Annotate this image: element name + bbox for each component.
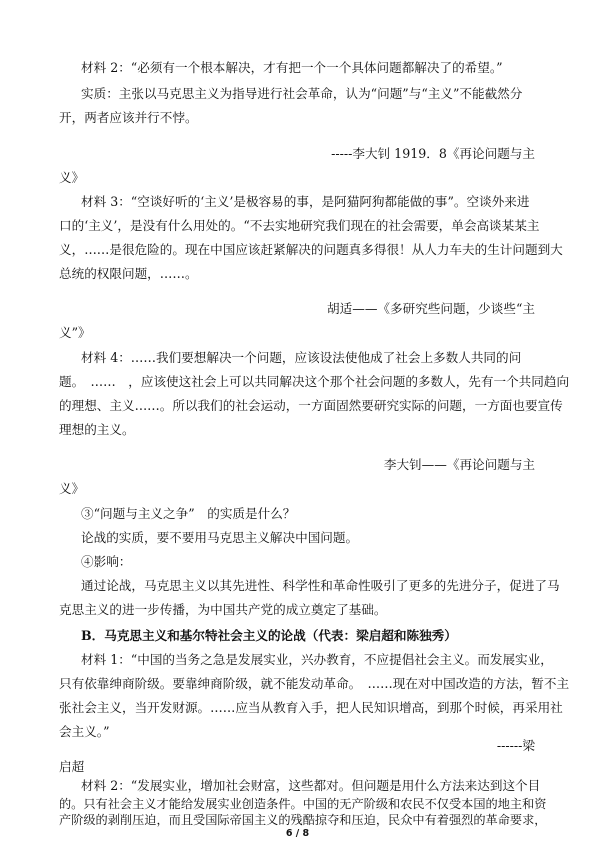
b-material-2-line-1: 材料 2：“发展实业，增加社会财富，这些都对。但问题是用什么方法来达到这个目 — [81, 778, 541, 793]
question-4-answer-line-2: 克思主义的进一步传播，为中国共产党的成立奠定了基础。 — [59, 602, 387, 617]
b-material-1-source: ------梁 — [496, 738, 535, 753]
material-2-essence-line-2: 开，两者应该并行不悖。 — [59, 110, 198, 125]
page-number: 6 / 8 — [285, 828, 310, 839]
material-3-line-2: 口的‘主义’，是没有什么用处的。“不去实地研究我们现在的社会需要，单会高谈某某主 — [59, 218, 540, 233]
material-2-source: -----李大钊 1919．8《再论问题与主 — [331, 146, 535, 161]
b-material-1-line-2: 只有依靠绅商阶级。要靠绅商阶级，就不能发动革命。 ……现在对中国改造的方法，暂不主 — [59, 676, 570, 691]
material-2-source-cont: 义》 — [59, 170, 85, 185]
b-material-1-source-cont: 启超 — [59, 759, 85, 774]
material-2-essence-line-1: 实质：主张以马克思主义为指导进行社会革命，认为“问题”与“主义”不能截然分 — [81, 86, 523, 101]
material-4-source: 李大钊——《再论问题与主 — [383, 457, 535, 472]
material-4-line-4: 理想的主义。 — [59, 422, 135, 437]
b-material-1-line-1: 材料 1：“中国的当务之急是发展实业，兴办教育，不应提倡社会主义。而发展实业， — [81, 652, 553, 667]
material-3-source: 胡适——《多研究些问题，少谈些“主 — [327, 301, 535, 316]
material-3-source-cont: 义”》 — [59, 325, 91, 340]
b-material-2-line-3: 产阶级的剥削压迫，而且受国际帝国主义的残酷掠夺和压迫，民众中有着强烈的革命要求， — [59, 813, 547, 827]
question-4-answer-line-1: 通过论战，马克思主义以其先进性、科学性和革命性吸引了更多的先进分子，促进了马 — [81, 578, 560, 593]
material-3-line-1: 材料 3：“空谈好听的‘主义’是极容易的事，是阿猫阿狗都能做的事”。空谈外来进 — [81, 194, 530, 209]
material-4-line-1: 材料 4：……我们要想解决一个问题，应该设法使他成了社会上多数人共同的问 — [81, 350, 522, 365]
section-b-heading: B．马克思主义和基尔特社会主义的论战（代表：梁启超和陈独秀） — [81, 628, 457, 643]
b-material-1-line-3: 张社会主义，当开发财源。……应当从教育入手，把人民知识增高，到那个时候，再采用社 — [59, 700, 563, 715]
b-material-1-line-4: 会主义。” — [59, 724, 110, 739]
question-4: ④影响： — [81, 554, 132, 569]
b-material-2-line-2: 的。只有社会主义才能给发展实业创造条件。中国的无产阶级和农民不仅受本国的地主和资 — [59, 797, 547, 811]
material-4-source-cont: 义》 — [59, 481, 85, 496]
material-3-line-4: 总统的权限问题，……。 — [59, 266, 198, 281]
material-4-line-3: 的理想、主义……。所以我们的社会运动，一方面固然要研究实际的问题，一方面也要宣传 — [59, 398, 563, 413]
material-3-line-3: 义，……是很危险的。现在中国应该赶紧解决的问题真多得很！从人力车夫的生计问题到大 — [59, 242, 563, 257]
question-3: ③“问题与主义之争” 的实质是什么？ — [81, 506, 296, 521]
material-4-line-2: 题。 …… ，应该使这社会上可以共同解决这个那个社会问题的多数人，先有一个共同趋向 — [59, 374, 570, 389]
material-2-quote: 材料 2：“必须有一个根本解决，才有把一个一个具体问题都解决了的希望。” — [81, 60, 503, 75]
question-3-answer: 论战的实质，要不要用马克思主义解决中国问题。 — [81, 530, 359, 545]
